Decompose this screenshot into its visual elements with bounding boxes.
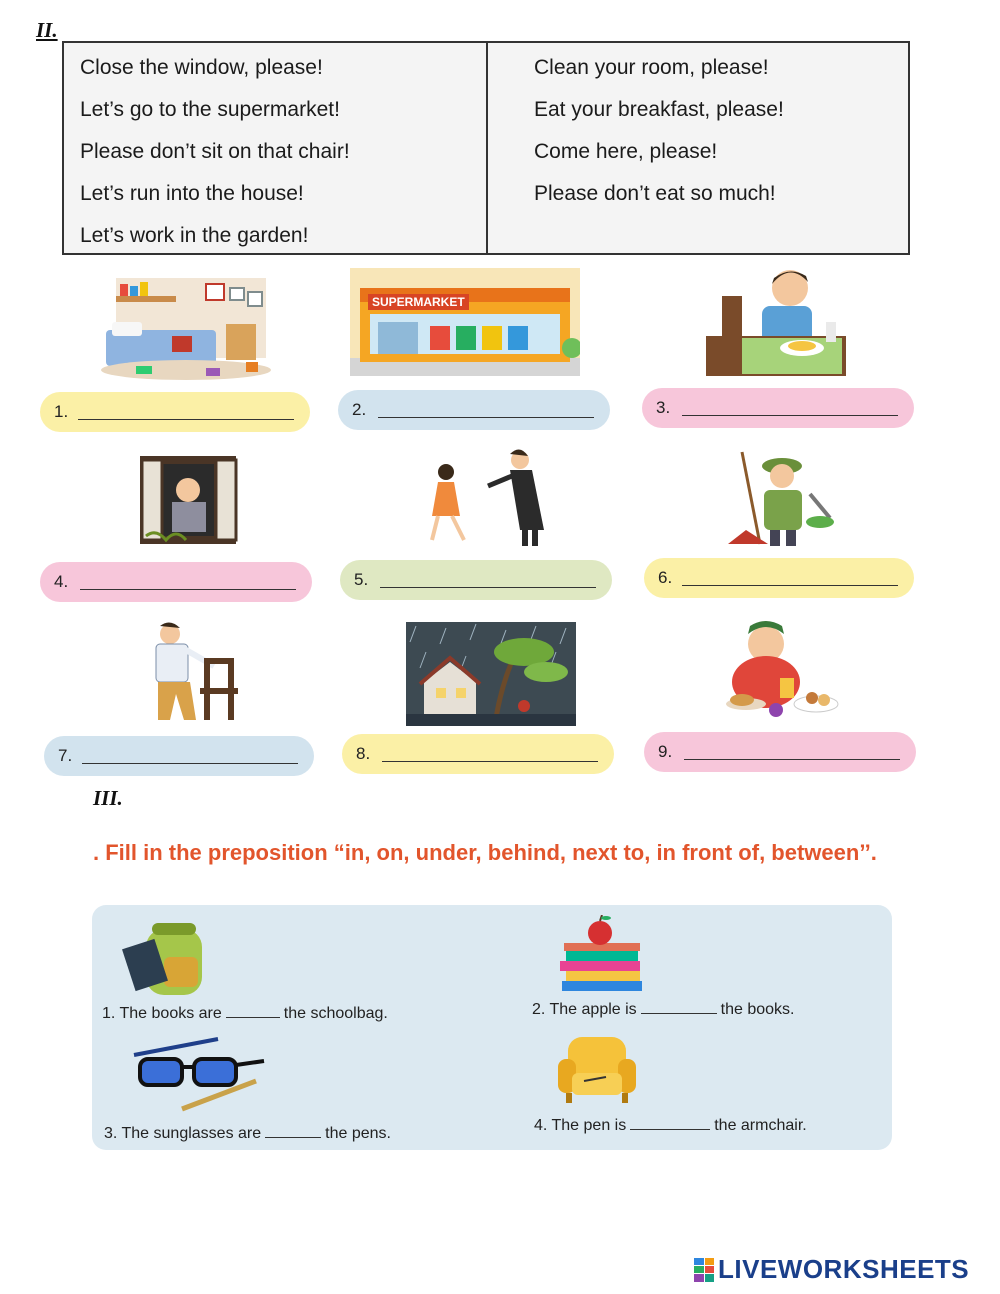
answer-line[interactable] xyxy=(682,585,898,586)
section-ii-label: II. xyxy=(36,18,58,42)
section-iii-label: III. xyxy=(93,786,123,810)
answer-blank[interactable] xyxy=(265,1125,321,1138)
phrase-table xyxy=(62,41,910,255)
item-number: 7. xyxy=(58,746,73,765)
phrase: Clean your room, please! xyxy=(534,56,769,79)
item-number: 1. xyxy=(54,402,69,421)
man-sitting-on-chair-picture xyxy=(130,620,246,724)
logo-mark-icon xyxy=(694,1258,714,1282)
supermarket-picture xyxy=(350,268,580,376)
answer-blank[interactable] xyxy=(226,1005,280,1018)
boy-at-breakfast-picture xyxy=(702,266,852,378)
answer-pill-9 xyxy=(644,732,916,772)
answer-pill-5 xyxy=(340,560,612,600)
answer-line[interactable] xyxy=(378,417,594,418)
answer-line[interactable] xyxy=(380,587,596,588)
answer-line[interactable] xyxy=(80,589,296,590)
item-number: 4. xyxy=(54,572,69,591)
sentence-text: the books. xyxy=(720,1001,795,1018)
sentence-4 xyxy=(534,1117,807,1135)
sentence-text: 1. The books are xyxy=(102,1005,222,1022)
answer-pill-3 xyxy=(642,388,914,428)
answer-blank[interactable] xyxy=(641,1001,717,1014)
armchair-picture xyxy=(554,1033,640,1107)
answer-pill-1 xyxy=(40,392,310,432)
instruction-text: . Fill in the preposition “in, on, under, behind, next to, in front of, between’’. xyxy=(93,840,877,865)
item-number: 5. xyxy=(354,570,369,589)
answer-line[interactable] xyxy=(682,415,898,416)
answer-blank[interactable] xyxy=(630,1117,710,1130)
man-at-window-picture xyxy=(136,452,240,548)
answer-pill-7 xyxy=(44,736,314,776)
answer-pill-6 xyxy=(644,558,914,598)
sentence-text: the armchair. xyxy=(714,1117,807,1134)
gardener-picture xyxy=(720,448,840,548)
item-number: 2. xyxy=(352,400,367,419)
sentence-text: 3. The sunglasses are xyxy=(104,1125,262,1142)
apple-on-books-picture xyxy=(554,915,650,995)
phrase: Please don’t eat so much! xyxy=(534,182,776,205)
phrase: Let’s work in the garden! xyxy=(80,224,309,247)
storm-house-picture xyxy=(406,622,576,726)
schoolbag-picture xyxy=(122,919,214,1003)
logo-text: LIVEWORKSHEETS xyxy=(718,1254,970,1284)
phrase: Eat your breakfast, please! xyxy=(534,98,784,121)
item-number: 8. xyxy=(356,744,371,763)
sentence-2 xyxy=(532,1001,795,1019)
preposition-box xyxy=(92,905,892,1150)
sunglasses-and-pens-picture xyxy=(130,1037,270,1113)
item-number: 3. xyxy=(656,398,671,417)
answer-line[interactable] xyxy=(78,419,294,420)
answer-pill-8 xyxy=(342,734,614,774)
phrase: Come here, please! xyxy=(534,140,718,163)
answer-pill-2 xyxy=(338,390,610,430)
supermarket-sign: SUPERMARKET xyxy=(368,294,469,310)
phrase: Close the window, please! xyxy=(80,56,323,79)
answer-line[interactable] xyxy=(82,763,298,764)
answer-line[interactable] xyxy=(684,759,900,760)
sentence-text: the pens. xyxy=(325,1125,391,1142)
table-divider xyxy=(486,43,488,253)
sentence-text: 4. The pen is xyxy=(534,1117,627,1134)
sentence-1 xyxy=(102,1005,388,1023)
phrase-column-right xyxy=(534,47,784,215)
phrase-column-left xyxy=(80,47,350,257)
phrase: Please don’t sit on that chair! xyxy=(80,140,350,163)
phrase: Let’s run into the house! xyxy=(80,182,304,205)
man-eating-much-picture xyxy=(716,618,844,722)
messy-bedroom-picture xyxy=(96,270,276,382)
sentence-text: the schoolbag. xyxy=(283,1005,388,1022)
sentence-text: 2. The apple is xyxy=(532,1001,637,1018)
item-number: 6. xyxy=(658,568,673,587)
answer-pill-4 xyxy=(40,562,312,602)
item-number: 9. xyxy=(658,742,673,761)
girl-coming-to-mother-picture xyxy=(424,446,550,550)
phrase: Let’s go to the supermarket! xyxy=(80,98,340,121)
answer-line[interactable] xyxy=(382,761,598,762)
liveworksheets-logo xyxy=(694,1254,969,1285)
sentence-3 xyxy=(104,1125,391,1143)
